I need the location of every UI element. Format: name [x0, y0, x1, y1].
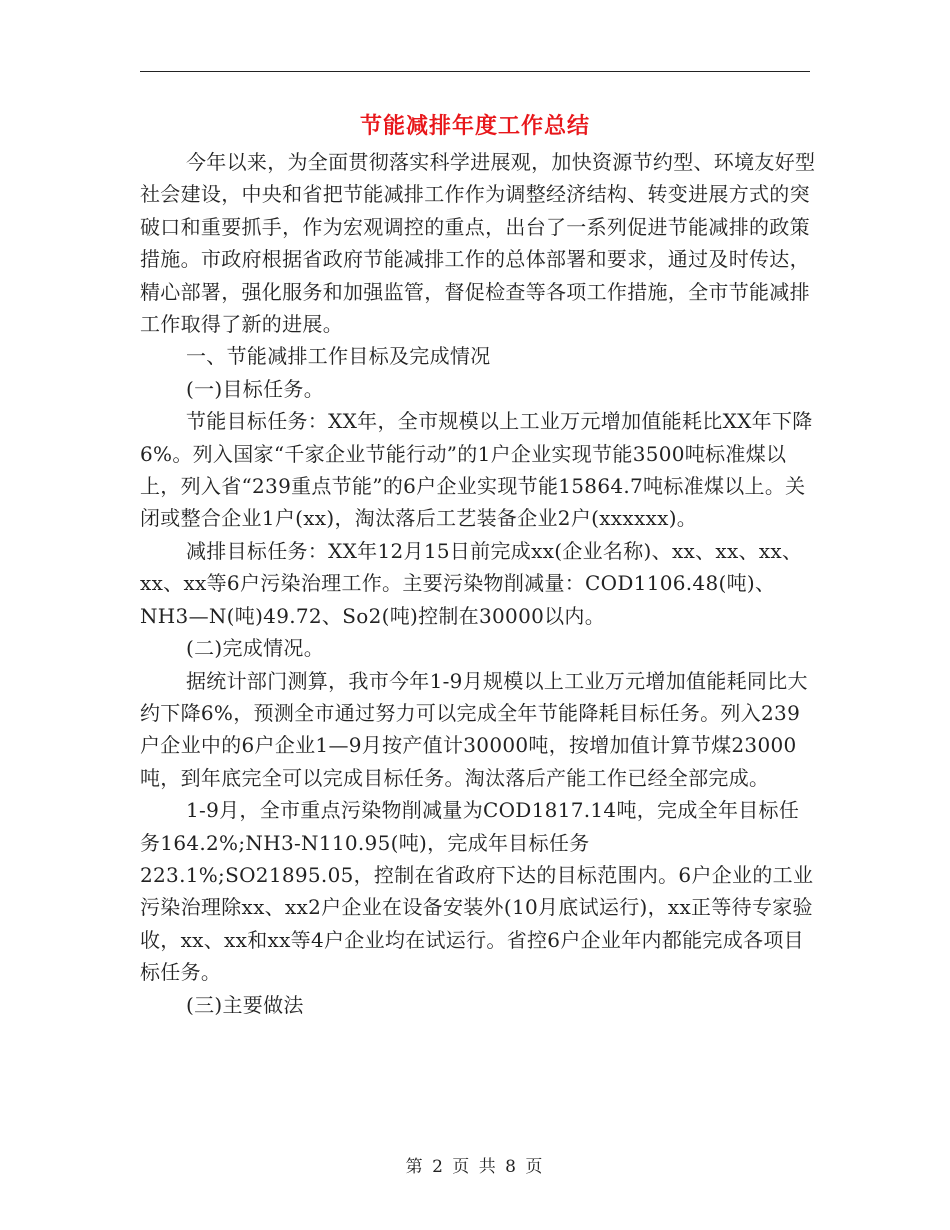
section-heading-1: 一、节能减排工作目标及完成情况: [186, 344, 491, 369]
paragraph-intro: 今年以来，为全面贯彻落实科学进展观，加快资源节约型、环境友好型社会建设，中央和省把节能减排工作作为调整经济结构、转变进展方式的突破口和重要抓手，作为宏观调控的重点，出台了一系列促进节能减排的政策措施。市政府根据省政府节能减排工作的总体部署和要求，通过及时传达，精心部署，强化服务和加强监管，督促检查等各项工作措施，全市节能减排工作取得了新的进展。: [140, 150, 816, 337]
document-body: [140, 146, 816, 1021]
subsection-heading-completion: (二)完成情况。: [186, 636, 325, 661]
page-number: 第 2 页 共 8 页: [405, 1157, 545, 1177]
paragraph-completion-emission: 1-9月，全市重点污染物削减量为COD1817.14吨，完成全年目标任务164.2%;NH3-N110.95(吨)，完成年目标任务223.1%;SO21895.05，控制在省政府下达的目标范围内。6户企业的工业污染治理除xx、xx2户企业在设备安装外(10月底试运行)，xx正等待专家验收，xx、xx和xx等4户企业均在试运行。省控6户企业年内都能完成各项目标任务。: [140, 798, 814, 985]
subsection-heading-methods: (三)主要做法: [186, 992, 304, 1017]
paragraph-emission-targets: 减排目标任务：XX年12月15日前完成xx(企业名称)、xx、xx、xx、xx、xx等6户污染治理工作。主要污染物削减量：COD1106.48(吨)、NH3—N(吨)49.72、So2(吨)控制在30000以内。: [140, 538, 803, 628]
subsection-heading-targets: (一)目标任务。: [186, 376, 325, 401]
document-title: 节能减排年度工作总结: [359, 113, 590, 139]
paragraph-completion-energy: 据统计部门测算，我市今年1-9月规模以上工业万元增加值能耗同比大约下降6%，预测全市通过努力可以完成全年节能降耗目标任务。列入239户企业中的6户企业1—9月按产值计30000吨，按增加值计算节煤23000吨，到年底完全可以完成目标任务。淘汰落后产能工作已经全部完成。: [140, 668, 808, 790]
paragraph-energy-targets: 节能目标任务：XX年，全市规模以上工业万元增加值能耗比XX年下降6%。列入国家“千家企业节能行动”的1户企业实现节能3500吨标准煤以上，列入省“239重点节能”的6户企业实现节能15864.7吨标准煤以上。关闭或整合企业1户(xx)，淘汰落后工艺装备企业2户(xxxxxx)。: [140, 409, 813, 531]
header-rule: [140, 71, 810, 72]
